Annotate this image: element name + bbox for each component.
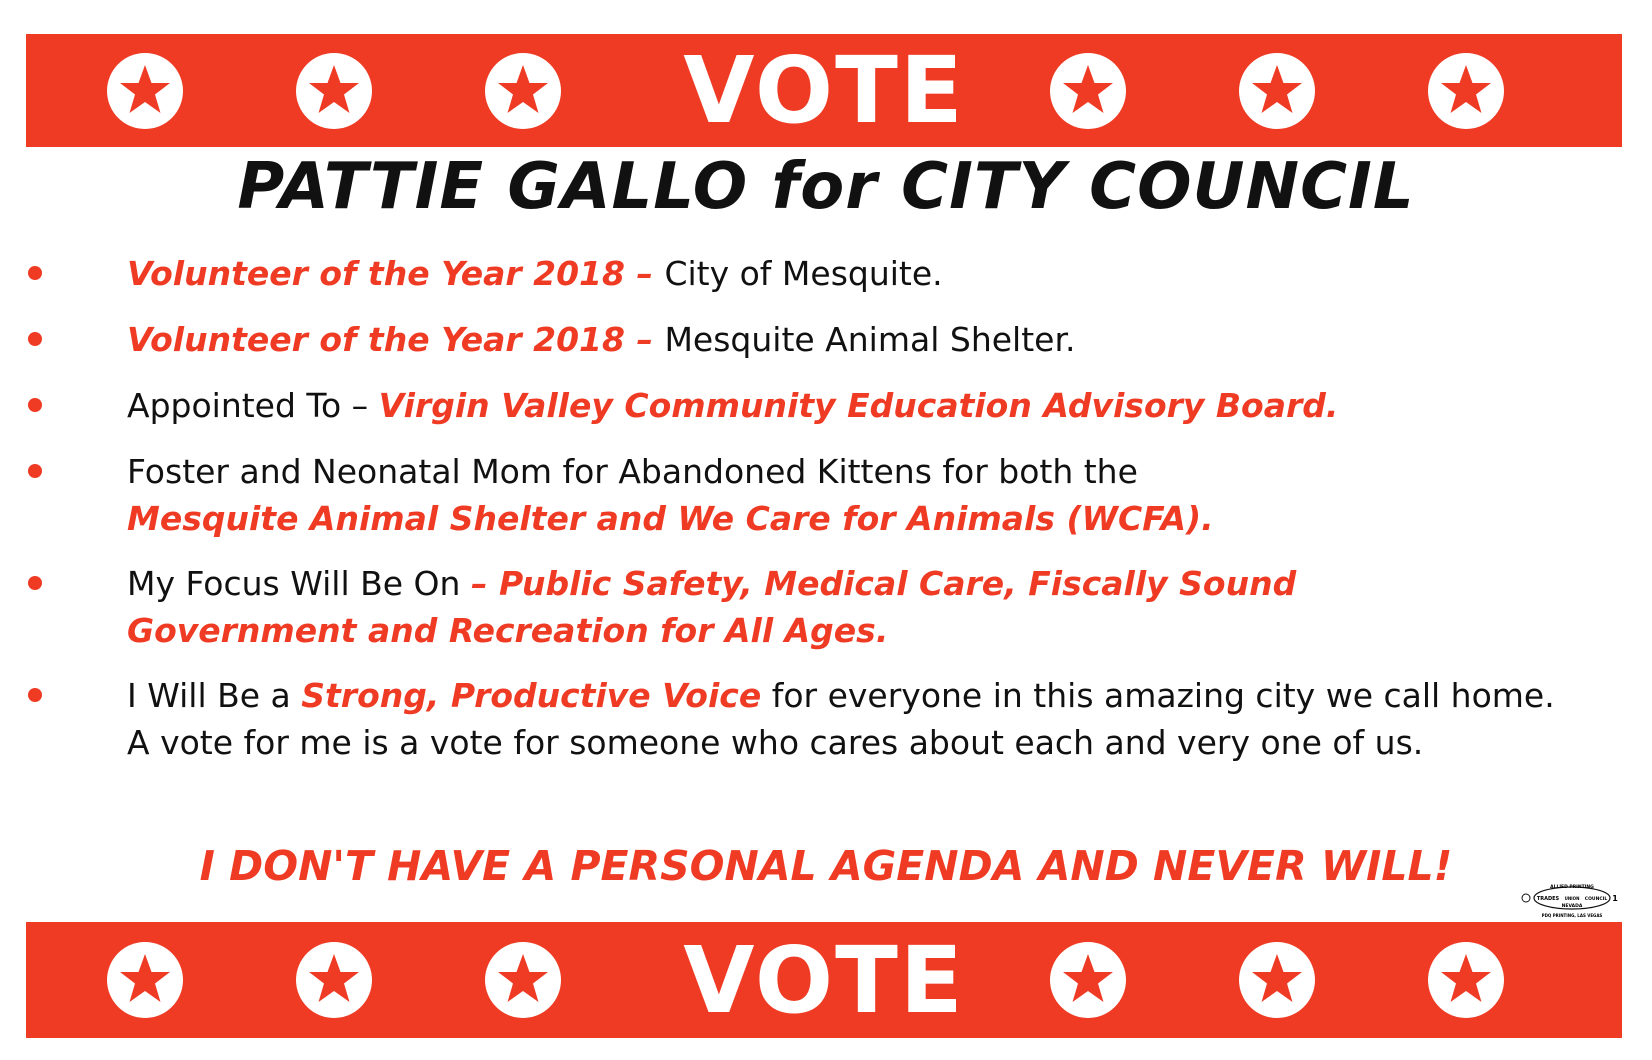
item-text <box>127 560 1357 654</box>
bullet-icon <box>28 464 42 478</box>
highlight-text: Volunteer of the Year 2018 – <box>127 320 665 359</box>
item-text <box>127 382 1567 429</box>
star-icon <box>1428 53 1504 129</box>
star-icon <box>1239 942 1315 1018</box>
bullet-icon <box>28 398 42 412</box>
bullet-icon <box>28 576 42 590</box>
bullet-icon <box>28 266 42 280</box>
body-text: Appointed To – <box>127 386 379 425</box>
vote-label: VOTE <box>683 926 965 1034</box>
candidate-headline: PATTIE GALLO for CITY COUNCIL <box>237 150 1415 224</box>
union-label-bottom: NEVADA <box>1561 904 1583 909</box>
item-text <box>127 316 1567 363</box>
highlight-text: Volunteer of the Year 2018 – <box>127 254 665 293</box>
top-vote-banner <box>26 34 1622 147</box>
star-icon <box>1239 53 1315 129</box>
highlight-text: Virgin Valley Community Education Advisory Board. <box>378 386 1339 425</box>
body-text: City of Mesquite. <box>664 254 943 293</box>
star-icon <box>1050 53 1126 129</box>
union-label-left: TRADES <box>1536 896 1560 902</box>
bottom-vote-banner <box>26 922 1622 1038</box>
body-text: I Will Be a <box>127 676 302 715</box>
bullet-icon <box>28 688 42 702</box>
star-icon <box>1428 942 1504 1018</box>
highlight-text: – Public Safety, Medical Care, Fiscally Sound Government and Recreation for All Ages. <box>127 564 1297 650</box>
slogan: I DON'T HAVE A PERSONAL AGENDA AND NEVER WILL! <box>199 842 1453 890</box>
item-text <box>127 672 1567 766</box>
body-text: for everyone in this amazing city we call home. A vote for me is a vote for someone who cares about each and very one of us. <box>127 676 1555 762</box>
body-text: Mesquite Animal Shelter. <box>664 320 1076 359</box>
item-text <box>127 448 1307 542</box>
union-label-center: UNION <box>1564 896 1580 901</box>
item-text <box>127 250 1567 297</box>
union-label-number: 1 <box>1612 894 1618 903</box>
star-icon <box>1050 942 1126 1018</box>
union-label <box>1520 880 1620 920</box>
union-label-top: ALLIED PRINTING <box>1550 885 1594 890</box>
highlight-text: Mesquite Animal Shelter and We Care for Animals (WCFA). <box>127 499 1214 538</box>
vote-label: VOTE <box>683 37 965 144</box>
highlight-text: Strong, Productive Voice <box>301 676 762 715</box>
union-label-right: COUNCIL <box>1584 897 1608 902</box>
body-text: My Focus Will Be On <box>127 564 471 603</box>
printer-credit: PDQ PRINTING, LAS VEGAS <box>1541 913 1603 918</box>
bullet-icon <box>28 332 42 346</box>
body-text: Foster and Neonatal Mom for Abandoned Kittens for both the <box>127 452 1138 491</box>
